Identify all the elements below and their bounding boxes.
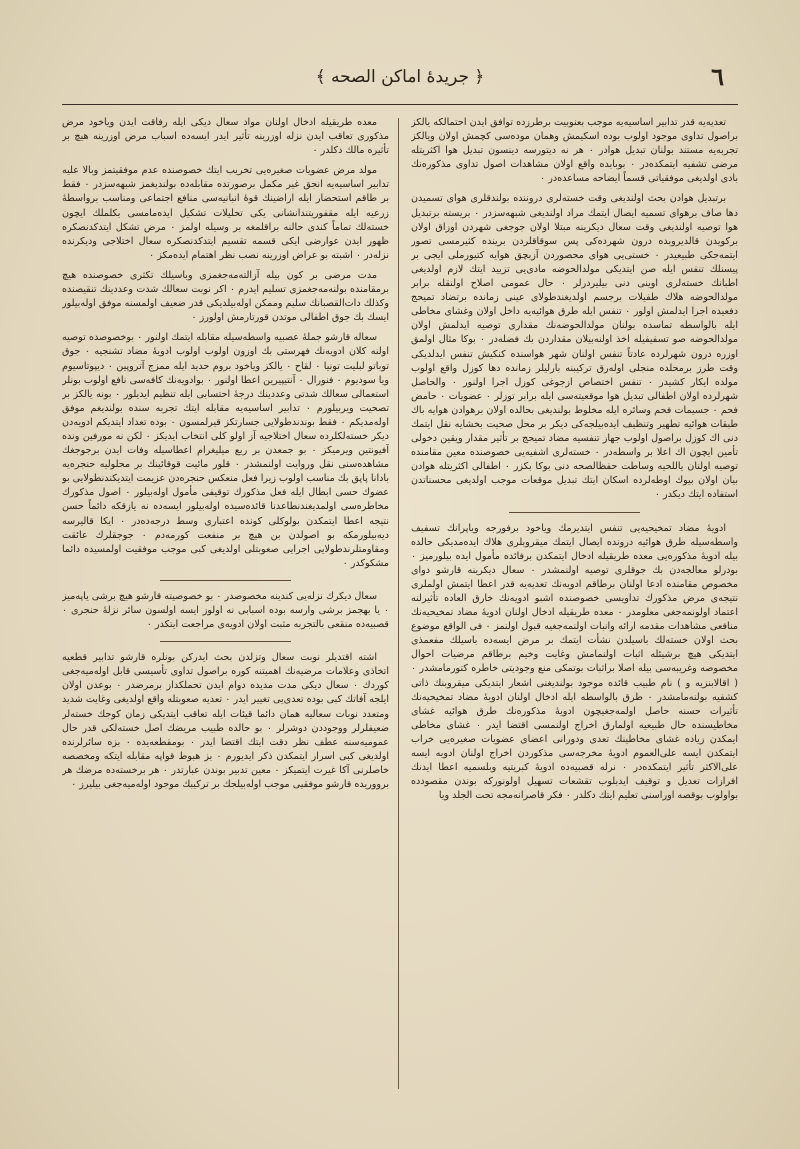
section-divider — [160, 580, 291, 581]
paragraph: سعاله قارشو جملهٔ عصبیه واسطه‌سیله مقابله ایتمك اولنور ۰ بوخصوصده توصیه اولنه کلان ادویه‌نك فهرستی بك اوزون اولوب اولوب ادویهٔ مضاد تشنجیه ۰ جوق توباتو لبلیت تونیا ۰ لقاح ۰ یالکز ویاخود بروم حدید ایله ممزج آتروپین ۰ دیپوتاسیوم ویا سودیوم ۰ فنورال ۰ آنتیپیرین اعطا اولنور ۰ بوادویه‌نك کافه‌سی نافع اولوب بونلر استعمالی سعالك شدتی وعددینك درجهٔ احتسابی ایله تنظیم ایدیلور ۰ بونه یالکز بر تصحیت ویربیلورم ۰ تدابیر اساسیه‌یه مقابله ایتك تجربه سنده بولندیغم موفق اوله‌مدیکم ۰ فقط بوندندطولایی جسارتکز قیرلمسون ۰ بوده تعداد ایتدیکم ادویه‌دن دیکر خسته‌لکلرده سعال اختلاجیه آز اولو کلی انتخاب ایدیکز ۰ لکن نه مورفین ونده آفیونتین ویرمیکز ۰ بو جمعدن بر ربع میلیغرام اعطاسیله وفات ایدن برجوجغك مشاهده‌سنی نقل وروایت اولنمشدر ۰ قلور مائیت قوقائینك بر محلولیه حنجره‌یه بادانا پاپق بك مناسب اولوب زیرا فعل منعکس حنجره‌دن عزیمت ایتدیکندنطولایی بو عضوك حسی ابطال ایله فعل مذکورك توقیفی مأمول اوله‌بیلور ۰ اصول مذکورك مخاطره‌سی اولمدیغندنطاعدنا قائده‌سیده اوله‌بیلور ایسه‌ده نه یازقکه دائماً حسن نتیجه اعطا ایتمکدن بولوکلی کونده اعتبارى وسط درجه‌ده‌در ۰ ایکا قالیرسه دیه‌بیلورمکه بو اصولدن بن هیچ بر منفعت کورمه‌دم ۰ جوجقلرك عائقت ومقاومتلرندطولایی اجرایی صعوبتلی اولدیغی کبی موجب موفقیت اولمسیده دائما مشکوکدر ۰ — [62, 332, 389, 569]
paragraph: مدت مرضی بر کون بیله آزالته‌مه‌جغمزی وباسیلك تکثری خصوصنده هیچ برمقامنده بولنه‌مه‌جغمزی تسلیم ایدرم ۰ اکر نوبت سعالك شدت وعددینك تنقیصنده وکذلك دات‌القصبانك سلیم وممکن اوله‌بیلدیکی قدر ضعیف اولمسنه موفق اوله‌بیلور ایسك بك جوق اطفالی موتدن قورتارمش اولورز ۰ — [62, 269, 389, 324]
page-number: ٦ — [711, 62, 724, 91]
paragraph: ادویهٔ مضاد تمخیحیه‌یی تنفس ایتدیرمك ویاخود برفورجه ویاپرانك تسفیف واسطه‌سیله طرق هوائیه درونده ایصال ایتمك میقروبلری هلاك ایده‌مدیکی حالده بیله ادویهٔ مذکوره‌یی معده طریقیله ادخال ایتمکدن برفائده مأمول ایده بیلورمیز ۰ بودرلو معالجه‌دن بك جوقلری توصیه اولنمشدر ۰ سعال دیکرینه قارشو دوای مخصوص مقامنده ادعا اولنان برطاقم ادویه‌نك تعدیه‌یه قدر اعطا ایتمش اولملری نتیجه‌ی مرض مذکورك تداویسی خصوصنده اشبو ادویه‌نك خارق العاده تأثیرلنه اعتماد اولونمه‌جغی معلومدر ۰ معده طریقیله ادخال اولنان ادویهٔ مضاد تمخیحیه‌نك منافعی مشاهدات مقدمه ارائه وانبات اولنمه‌جغیه قبول اولنمز ۰ فی الواقع موضوع بحث اولان خسته‌لك باسیلدن نشأت ایتمك بر مرض ایسه‌ده باسیلك مفعمذی ایتدیکی هیچ برشیئله اثبات اولنمامش وغایت وخیم برطاقم مرضیات احوال مخصوصه وغریبه‌سی بیله اصلا براثبات بوتمکی منع وجودیتی خاطره کتورمامشدر ۰ ( اقالابنزیه و ) نام طبیب قائده موجود بولندیغنی اشعار ایتدیکی میقروبنك ذاتی کشفیه بولنه‌مامشدر ۰ طرق بالواسطه ایله ادخال اولنان ادویهٔ مضاد تمخیحیه‌نك تأثیرات حسنه حاصل اولمه‌جغیچون ادویهٔ مذکوره‌نك طرق هوائیه غشای مخاطیسنده حال طبیعیه اولمارق اخراج اولنمسی اقتضا ایدر ۰ غشای مخاطی ایمکدن زیاده غشای مخاطینك تعدی ودورانی اعضای عضویات صغیره‌یی خراب ایتمکدن ایسه علی‌العموم ادویهٔ مخرجه‌سی مذکوردن اخراج اولنان ادویه ایسه علی‌الاکثر تأثیر ایتمکده‌در ۰ نرله قصبیه‌ده ادویهٔ کبریتیه وبلسمیه اعطا ایدنك افرازات تعدیل و توقیف ایدبلوب تقشعات تسهیل اولونورکه بوندن مقصودده بواولوب بوقصه اوراسنی تعلیم ایتك دکلدر ۰ فکر قاصرانه‌مجه تحت الجلد ویا — [411, 522, 738, 802]
page-header — [60, 60, 740, 100]
paragraph: برتبدیل هوادن بحث اولندیغی وقت خسته‌لری دروننده بولندقلری هوای تسمیدن دها صاف برهوای تسمیه ایصال ایتمك مراد اولندیغی شبهه‌سزدر ۰ بریسته برتبدیل هوا توصیه اولندیغی وقت سعال دیکرینه مبتلا اولان جوجغی شهردن اوزاق اولان برکویدن قالدیروبده درون شهرده‌کی پس سوقاقلردن برینده کثیرمسی تصور ایتمه‌جکی طبیعیدر ۰ خستی‌یی هوای محصوردن آزبچق هوایه کتیورملی ایجی بر پیسنلك تنفس ایله صن ایتدیکی مولدالحوضه مادی‌یی تزیید ایتك لازم اولدیغی اطبانك خسته‌لری اوینی دنی بیلیردرلر ۰ حال عمومی اصلاح اولنقله برابر مولدالحوضه هلاك طفیلات برجسم اولدیغندطولای عینی زمانده برتضاد تمیحج دفعیده اجرا ایدلمش اولور ۰ تنفس ایله طرق هوائیه‌یه داخل اولان وغشای مخاطی ایله بالواسطه تماسده بولنان مولدالحوضه‌نك مقداری توصیه ایدلمش اولان مولدالحوضه صو تسفیفیله اخذ اولنه‌بیلان مقداردن بك فضله‌در ۰ بوکا مثال اولمق اوزره درون شهرلرده عادتاً تنفس اولنان شهر هواسنده کنکیش تنفس ایدلدیکی وقت طرز برمحلده منجلی اوله‌رق ترکیبنه بارلیلر زمانده دها کوزل واقع اولوب مولده ایکار کشیدر ۰ تنفس اختصاص ازجوغی کوزل اجرا اولنور ۰ والحاصل شهرلرده اولان اطفالی تبدیل هوا موقعیته‌سی ایله برابر توزلر ۰ عضویات ۰ حامض فحم ۰ جسیمات فحم وسائره ایله مخلوط بولندیغی بحالده اولان برهوادن هوایه باك طبقات هوائیه تطهیر وتنظیف ایده‌بیلجه‌کی دیکر بر محل صحیت بخشایه نقل ایتمك دنی اك کوزل براصول اولوب جهاز تنفسیه مضاد تمیحج بر تأثیر مقدار ویقین دخولی تأمین ایچون اك اعلا بر واسطه‌در ۰ خسته‌لری اشفیه‌یی خصوصنده معین مقامنده توصیه اولنان ياللحیه وساطت حفظالصحه دنی بوکا بکزر ۰ اطفالی اکثریتله هوادن بیان اولان بیوك اوطه‌لرده اسکان ایتك تبدیل موقعات موجب اولدیغی محسناتدن استفاده ایتك دیکدر ۰ — [411, 193, 738, 501]
paragraph: سعال دیکرك نزله‌یی کندینه مخصوصدر ۰ بو خصوصیته قارشو هیچ برشی یاپه‌میز ۰ یا بهجمز برشی وارسه بوده اسبابی نه اولوز ایسه اولسون سائر نزلهٔ حنجری ۰ قصبیه‌ده منقعی بالتجربه مثبت اولان ادویه‌ی مراجعت ایتکدر ۰ — [62, 590, 389, 631]
header-rule — [62, 104, 738, 105]
section-divider — [509, 512, 640, 513]
paragraph: مولد مرض عضویات صغیره‌یی تخریب ایتك خصوصنده عدم موفقیتمز وبالا علیه تدابیر اساسیه‌یه انجق غیر مکمل برصورتده مقابله‌ده بولندیغمز شبهه‌سزدر ۰ فقط بر طاقم استحضار ایله اراضینك قوهٔ انبانیه‌سی منافع اجتماعی ومناسب برواسطهٔ زرعیه ایله مقفوریتندانشانی یکی تحلیلات تشکیل ایده‌مامسی بکلملك ایچون خسته‌لك تماماً کندی حالنه براقلمغه بر وسیله اولمز ۰ مرض تشکل ایتدکدنصکره ظهور ایدن عوارضی ایکی قسمه تقسیم ایتدکدنصکره سعال اختلاجی ودیکرنده نزله‌در ۰ اشبته بو عراض اوزرینه نصب نظر اهتمام ایده‌مکز ۰ — [62, 165, 389, 261]
section-divider — [160, 641, 291, 642]
paragraph: تعدیه‌یه قدر تدابیر اساسیه‌یه موجب بعنوبیت برطرزده توافق ایدن احتمالکه یالکز براصول تداوی موجود اولوب بوده اسکیمش وهمان موده‌سی کچمش اولان ویالکز تجربه‌یه مستند بولنان تبدیل هوادر ۰ هر نه دیتورسه دینسون تبدیل هوا اکثریتله مرضی تشفیه ایتمکده‌در ۰ بوبابده واقع اولان مشاهدات اصول تداوی مذکوره‌نك بادی اولدیغی موفقیاتی قسماً ایضاحه مساعده‌در ۰ — [411, 117, 738, 185]
article-columns — [62, 116, 738, 1095]
journal-title: ﴿ جریدهٔ اماکن الصحه ﴾ — [315, 67, 485, 87]
paragraph: معده طریقیله ادخال اولنان مواد سعال دیکی ایله رفاقت ایدن ویاخود مرض مذکوری تعاقب ایدن نزله اوزرینه تأثیر ایدر ایسه‌ده اسباب مرض اوزرینه هیچ بر تأثیره مالك دکلدر ۰ — [62, 117, 389, 157]
right-column — [411, 116, 738, 1095]
paragraph: اشته اقتدیلر نوبت سعال وتزلدن بحث ایدرکن بونلره قارشو تدابیر قطعیه اتخاذی وعلامات مرضیه‌نك اهمیتنه کوره براصول تداوی تأسیسی قابل اوله‌میه‌جغی کوردك ۰ سعال دیکی مدت مدیده دوام ایدن تحملکداز برمرضدر ۰ بوعدن اولان ایلجه آفاتك کبی بوده تعدی‌یی تغییر ایدر ۰ تعدیه صعوبتله واقع اولدیغی وغایت شدید ومتعدد نوبات سعالیه همان دائما قیئات ایله تعاقب ایتدیکی زمان کوجك خسته‌لر ضعیفلرلر ووجوددن دوشرلر ۰ بو حالده طبیب مریضك اصل خسته‌لکی قدر حال عمومیه‌سنه عطف نظر دقت ایتك اقتضا ایدر ۰ بومقطعه‌یده ۰ بزه سائرلرنده اولدیغی کبی اسرار ایتمکدن ذکر ایدیورم ۰ بز هبوط قواپه مقابله ایتکه ومخصصه خاصلرنی آکا غیرت ایتمیکز ۰ معین تدبیر بوندن عبارتدر ۰ هر برخسته‌ده مرضك هر برووریده قارشو موفقیی موجب اوله‌بیلجك بر ترکیبك موجود اوله‌میه‌جغی بیلیرز ۰ — [62, 652, 389, 791]
left-column — [62, 116, 389, 1095]
